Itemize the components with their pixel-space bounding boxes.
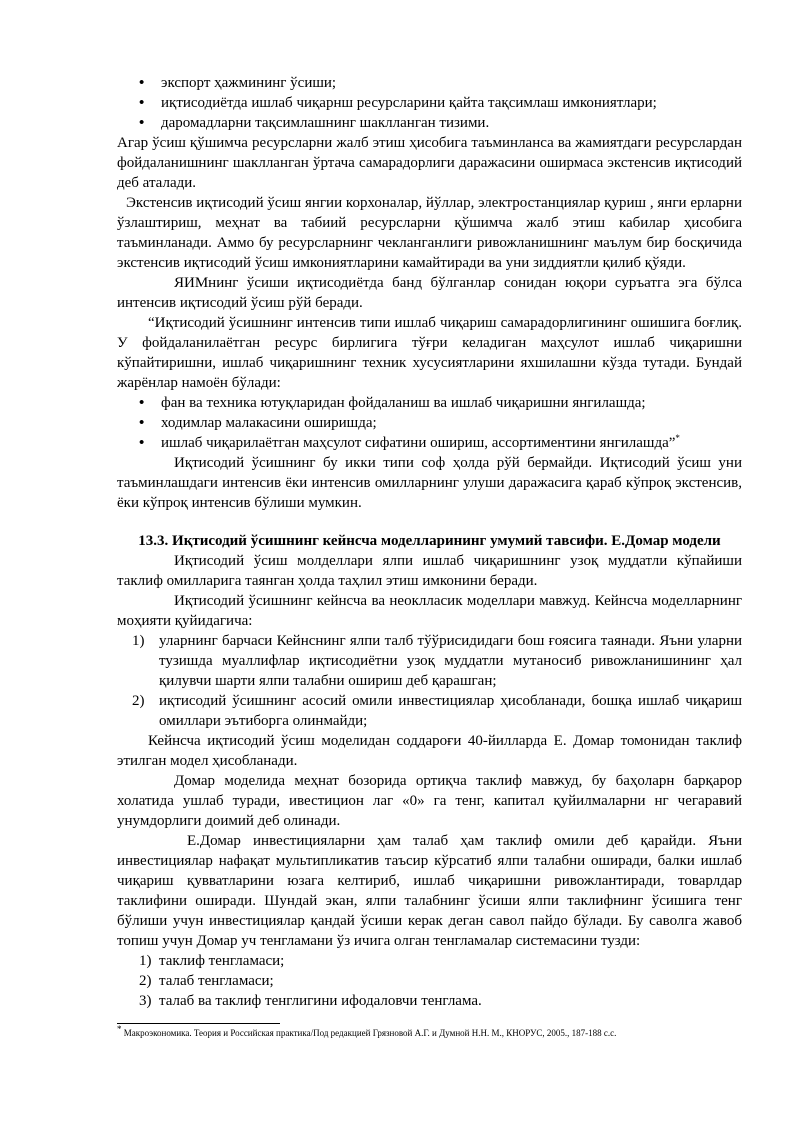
list-item: • ходимлар малакасини оширишда; xyxy=(117,413,742,433)
list-item: 2) иқтисодий ўсишнинг асосий омили инвестициялар ҳисобланади, бошқа ишлаб чиқариш омиллари эътиборга олинмайди; xyxy=(132,693,742,729)
bullet-list-top xyxy=(117,73,742,133)
bullet-list-mid xyxy=(117,393,742,453)
section-heading: 13.3. Иқтисодий ўсишнинг кейнсча моделларининг умумий тавсифи. Е.Домар модели xyxy=(138,533,721,549)
bullet-icon xyxy=(139,413,144,433)
list-item: • ишлаб чиқарилаётган маҳсулот сифатини ошириш, ассортиментини янгилашда”* xyxy=(117,433,742,453)
bullet-icon xyxy=(139,393,144,413)
bullet-icon xyxy=(139,113,144,133)
footnote-separator xyxy=(117,1023,280,1024)
footnote xyxy=(117,1024,742,1039)
equations-list xyxy=(117,951,742,1011)
paragraph-domar-intro: Кейнсча иқтисодий ўсиш моделидан соддароғи 40-йилларда Е. Домар томонидан таклиф этилган модел ҳисобланади. xyxy=(117,733,742,769)
numbered-list xyxy=(117,631,742,731)
paragraph-extensive-definition: Агар ўсиш қўшимча ресурсларни жалб этиш ҳисобига таъминланса ва жамиятдаги ресурслардан фойдаланишнинг шаклланган ўртача самарадорлиги даражасини оширмаса экстенсив иқтисодий деб аталади. xyxy=(117,135,742,191)
bullet-icon xyxy=(139,433,144,453)
list-item: • фан ва техника ютуқларидан фойдаланиш ва ишлаб чиқаришни янгилашда; xyxy=(117,393,742,413)
paragraph-growth-types: Иқтисодий ўсишнинг бу икки типи соф ҳолда рўй бермайди. Иқтисодий ўсиш уни таъминлашдаги интенсив ёки интенсив омилларнинг улуши даражасига қараб кўпроқ экстенсив, ёки кўпроқ интенсив бўлиши мумкин. xyxy=(117,455,742,511)
list-item: 1) уларнинг барчаси Кейнснинг ялпи талб тўўрисидидаги бош ғоясига таянади. Яъни уларни тузишда муаллифлар иқтисодиётни узоқ муддатли мутаносиб ривожланишининг ҳал қилувчи шарти ялпи талабни ошириш деб қарашган; xyxy=(132,633,742,689)
footnote-text: Макроэкономика. Теория и Российская практика/Под редакцией Грязновой А.Г. и Думной Н.Н. М., КНОРУС, 2005., 187-188 с.с. xyxy=(123,1028,617,1038)
paragraph-domar-assumptions: Домар моделида меҳнат бозорида ортиқча таклиф мавжуд, бу баҳоларн барқарор холатида ушлаб туради, ивестицион лаг «0» га тенг, капитал қуйилмаларни нг чегаравий унумдорлиги доимий деб олинади. xyxy=(117,773,742,829)
list-item: 3) талаб ва таклиф тенглигини ифодаловчи тенглама. xyxy=(139,993,482,1009)
page-content xyxy=(117,73,742,1011)
paragraph-growth-models: Иқтисодий ўсиш молделлари ялпи ишлаб чиқаришнинг узоқ муддатли кўпайиши таклиф омилларига таянган ҳолда таҳлил этиш имконини беради. xyxy=(117,553,742,589)
footnote-marker: * xyxy=(117,1024,122,1034)
paragraph-intensive-definition: ЯИМнинг ўсиши иқтисодиётда банд бўлганлар сонидан юқори суръатга эга бўлса интенсив иқтисодий ўсиш рўй беради. xyxy=(117,275,742,311)
list-item: • экспорт ҳажмининг ўсиши; xyxy=(117,73,742,93)
list-item: 2) талаб тенгламаси; xyxy=(139,973,274,989)
paragraph-domar-investment: Е.Домар инвестицияларни ҳам талаб ҳам таклиф омили деб қарайди. Яъни инвестициялар нафақат мультипликатив таъсир кўрсатиб ялпи талабни оширади, балки ишлаб чиқариш қувватларини юзага келтириб, ишлаб чиқаришни ривожлантиради, товарлдар таклифини оширади. Шундай экан, ялпи талабнинг ўсиши ялпи таклифнинг ўсишига тенг бўлиши учун инвестициялар қандай ўсиши керак деган савол пайдо бўлади. Бу саволга жавоб топиш учун Домар уч тенгламани ўз ичига олган тенгламалар системасини тузди: xyxy=(117,833,742,949)
paragraph-extensive-growth: Экстенсив иқтисодий ўсиш янгии корхоналар, йўллар, электростанциялар қуриш , янги ерларни ўзлаштириш, меҳнат ва табиий ресурсларни қўшимча жалб этиш кабилар ҳисобига таъминланади. Аммо бу ресурсларнинг чекланганлиги ривожланишнинг маълум бир босқичида экстенсив иқтисодий ўсиш имкониятларини камайтиради ва уни зиддиятли қилиб қўяди. xyxy=(117,195,742,271)
list-item: 1) таклиф тенгламаси; xyxy=(139,953,285,969)
list-item: • иқтисодиётда ишлаб чиқарнш ресурсларини қайта тақсимлаш имкониятлари; xyxy=(117,93,742,113)
list-item: • даромадларни тақсимлашнинг шаклланган тизими. xyxy=(117,113,742,133)
bullet-icon xyxy=(139,93,144,113)
paragraph-keynesian-models: Иқтисодий ўсишнинг кейнсча ва неоклласик моделлари мавжуд. Кейнсча моделларнинг моҳияти қуйидагича: xyxy=(117,593,742,629)
paragraph-intensive-type: “Иқтисодий ўсишнинг интенсив типи ишлаб чиқариш самарадорлигининг ошишига боғлиқ. У фойдаланилаётган ресурс бирлигига тўғри келадиган маҳсулот ишлаб чиқаришни кўпайтиришни, ишлаб чиқаришнинг техник хусусиятларини яхшилашни кўзда тутади. Бундай жарёнлар намоён бўлади: xyxy=(117,315,742,391)
footnote-reference: * xyxy=(675,433,680,443)
bullet-icon xyxy=(139,73,144,93)
